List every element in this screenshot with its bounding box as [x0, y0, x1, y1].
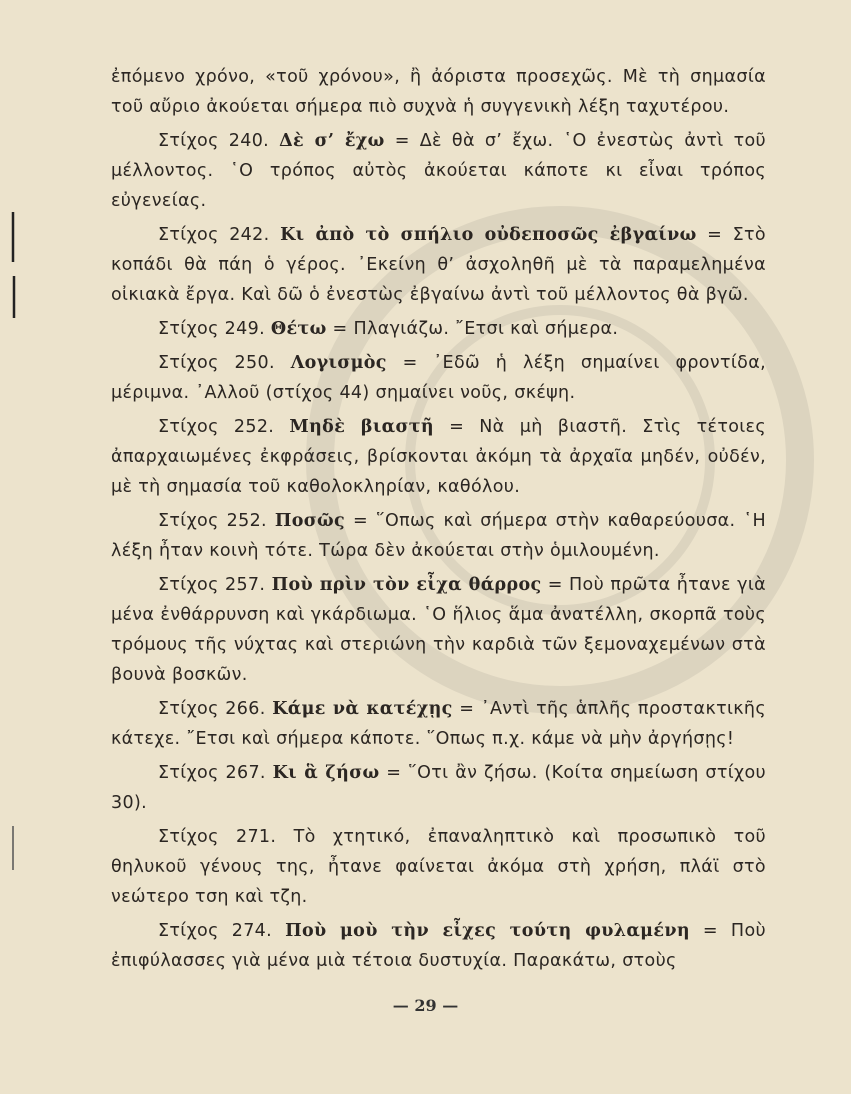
- note-text: Στίχος 271. Τὸ χτητικό, ἐπαναληπτικὸ καὶ προσωπικὸ τοῦ θηλυκοῦ γένους της, ἦτανε φαίνεται ἀκόμα στὴ χρήση, πλάϊ στὸ νεώτερο τση καὶ τζη.: [111, 827, 766, 907]
- headword: Δὲ σ’ ἔχω: [279, 131, 385, 151]
- note-entry: [111, 758, 766, 818]
- note-text: = Ποὺ πρῶτα ἦτανε γιὰ μένα ἐνθάρρυνση καὶ γκάρδιωμα. ῾Ο ἥλιος ἅμα ἀνατέλλη, σκορπᾶ τοὺς τρόμους τῆς νύχτας καὶ στεριώνη τὴν καρδιὰ τῶν ξεμοναχεμένων στὰ βουνὰ βοσκῶν.: [111, 575, 766, 685]
- notes-text: [111, 62, 766, 980]
- note-text: Στίχος 257.: [158, 575, 272, 595]
- note-entry: [111, 412, 766, 502]
- note-entry: [111, 314, 766, 344]
- headword: Ποὺ μοὺ τὴν εἶχες τούτη φυλαμένη: [285, 921, 690, 941]
- note-entry: [111, 126, 766, 216]
- note-text: Στίχος 266.: [158, 699, 273, 719]
- note-entry: [111, 506, 766, 566]
- note-text: Στίχος 252.: [158, 511, 275, 531]
- headword: Θέτω: [270, 319, 327, 339]
- headword: Λογισμὸς: [290, 353, 387, 373]
- headword: Κι ἃ ζήσω: [272, 763, 380, 783]
- headword: Μηδὲ βιαστῆ: [289, 417, 434, 437]
- note-text: = ῞Οτι ἂν ζήσω. (Κοίτα σημείωση στίχου 30).: [111, 763, 766, 813]
- note-text: Στίχος 252.: [158, 417, 290, 437]
- note-text: = ᾿Αντὶ τῆς ἁπλῆς προστακτικῆς κάτεχε. ῎Ετσι καὶ σήμερα κάποτε. ῞Οπως π.χ. κάμε νὰ μὴν ἀργήσῃς!: [111, 699, 766, 749]
- note-entry: [111, 348, 766, 408]
- margin-pencil-marks: [0, 0, 40, 1094]
- note-text: = Δὲ θὰ σ’ ἔχω. ῾Ο ἐνεστὼς ἀντὶ τοῦ μέλλοντος. ῾Ο τρόπος αὐτὸς ἀκούεται κάποτε κι εἶναι τρόπος εὐγενείας.: [111, 131, 766, 211]
- note-entry: [111, 220, 766, 310]
- continued-paragraph: [111, 62, 766, 122]
- note-text: Στίχος 240.: [158, 131, 280, 151]
- note-text: = Στὸ κοπάδι θὰ πάη ὁ γέρος. ᾿Εκείνη θ’ ἀσχοληθῆ μὲ τὰ παραμελημένα οἰκιακὰ ἔργα. Καὶ δῶ ὁ ἐνεστὼς ἐβγαίνω ἀντὶ τοῦ μέλλοντος θὰ βγῶ.: [111, 225, 766, 305]
- note-text: Στίχος 242.: [158, 225, 281, 245]
- headword: Κι ἀπὸ τὸ σπήλιο οὐδεποσῶς ἐβγαίνω: [280, 225, 697, 245]
- note-entry: [111, 822, 766, 912]
- page-number: — 29 —: [392, 996, 459, 1015]
- note-entry: [111, 916, 766, 976]
- note-text: = Πλαγιάζω. ῎Ετσι καὶ σήμερα.: [326, 319, 619, 339]
- note-text: Στίχος 267.: [158, 763, 273, 783]
- note-text: = Ποὺ ἐπιφύλασσες γιὰ μένα μιὰ τέτοια δυστυχία. Παρακάτω, στοὺς: [111, 921, 766, 971]
- note-text: = ᾿Εδῶ ἡ λέξη σημαίνει φροντίδα, μέριμνα. ᾿Αλλοῦ (στίχος 44) σημαίνει νοῦς, σκέψη.: [111, 353, 766, 403]
- note-text: Στίχος 274.: [158, 921, 286, 941]
- note-text: Στίχος 249.: [158, 319, 271, 339]
- note-text: = Νὰ μὴ βιαστῆ. Στὶς τέτοιες ἀπαρχαιωμένες ἐκφράσεις, βρίσκονται ἀκόμη τὰ ἀρχαῖα μηδέν, οὐδέν, μὲ τὴ σημασία τοῦ καθολοκληρίαν, καθόλου.: [111, 417, 766, 497]
- note-entry: [111, 570, 766, 690]
- headword: Κάμε νὰ κατέχῃς: [272, 699, 453, 719]
- note-entry: [111, 694, 766, 754]
- note-text: Στίχος 250.: [158, 353, 291, 373]
- note-text: ἐπόμενο χρόνο, «τοῦ χρόνου», ἢ ἀόριστα προσεχῶς. Μὲ τὴ σημασία τοῦ αὔριο ἀκούεται σήμερα πιὸ συχνὰ ἡ συγγενικὴ λέξη ταχυτέρου.: [111, 67, 766, 117]
- note-text: = ῞Οπως καὶ σήμερα στὴν καθαρεύουσα. ῾Η λέξη ἦταν κοινὴ τότε. Τώρα δὲν ἀκούεται στὴν ὁμιλουμένη.: [111, 511, 766, 561]
- headword: Ποσῶς: [274, 511, 346, 531]
- headword: Ποὺ πρὶν τὸν εἶχα θάρρος: [271, 575, 542, 595]
